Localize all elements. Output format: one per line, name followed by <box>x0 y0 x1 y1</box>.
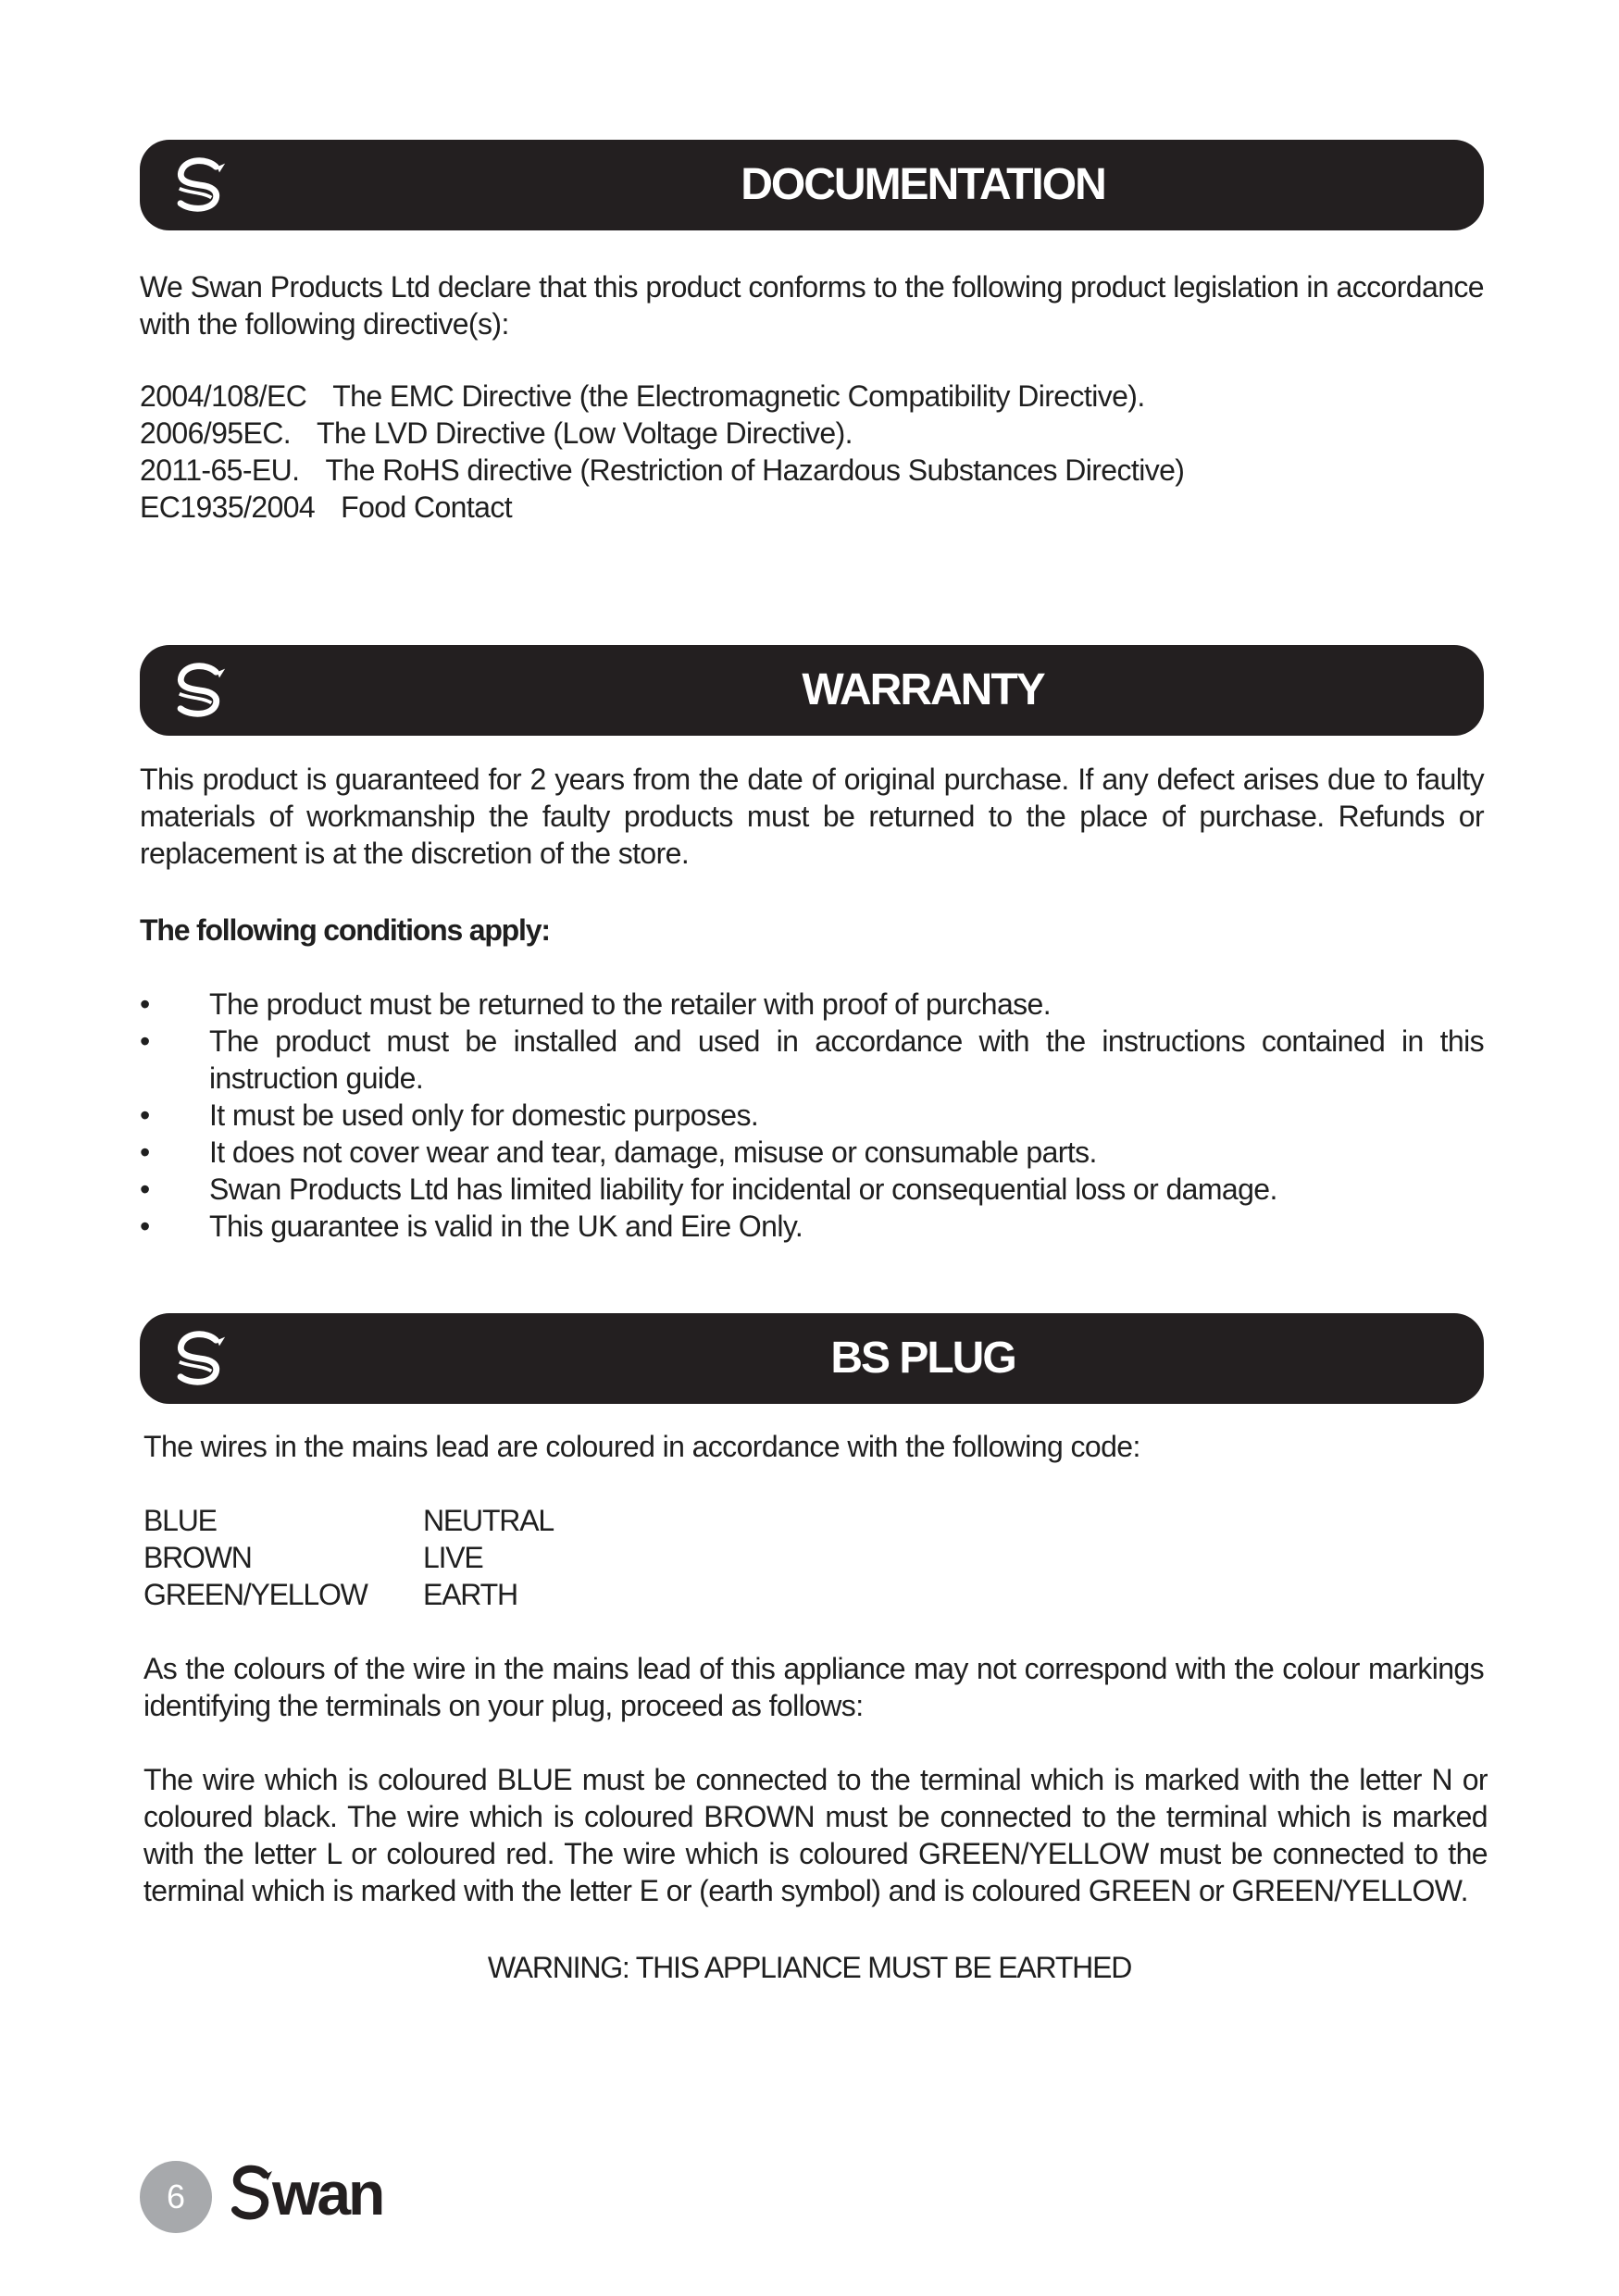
conditions-list <box>140 986 1484 1245</box>
directive-code: 2011-65-EU. <box>140 453 300 487</box>
page-number: 6 <box>140 2161 212 2233</box>
wire-role: EARTH <box>423 1578 517 1611</box>
swan-s-icon <box>230 2162 274 2225</box>
bullet-icon: • <box>140 1173 150 1206</box>
documentation-intro: We Swan Products Ltd declare that this product conforms to the following product legislation in accordance with the following directive(s): <box>140 270 1484 341</box>
directive-text: The RoHS directive (Restriction of Hazardous Substances Directive) <box>325 453 1185 487</box>
wire-colour: BROWN <box>143 1541 252 1574</box>
documentation-banner <box>140 140 1484 230</box>
bullet-icon: • <box>140 1210 150 1243</box>
list-item <box>140 1023 1484 1097</box>
wire-role: NEUTRAL <box>423 1504 554 1537</box>
earthing-warning: WARNING: THIS APPLIANCE MUST BE EARTHED <box>487 1951 1132 1984</box>
directive-code: 2006/95EC. <box>140 416 292 450</box>
condition-text: Swan Products Ltd has limited liability for incidental or consequential loss or damage. <box>209 1173 1277 1206</box>
bullet-icon: • <box>140 1098 150 1132</box>
conditions-heading: The following conditions apply: <box>140 913 550 947</box>
bullet-icon: • <box>140 987 150 1021</box>
brand-name: wan <box>272 2159 383 2228</box>
directive-list <box>140 378 1184 526</box>
directive-text: The LVD Directive (Low Voltage Directive). <box>317 416 853 450</box>
condition-text: The product must be returned to the retailer with proof of purchase. <box>209 987 1052 1021</box>
documentation-title: DOCUMENTATION <box>741 160 1105 209</box>
directive-code: EC1935/2004 <box>140 490 316 524</box>
directive-row <box>140 378 1184 415</box>
bullet-icon: • <box>140 1136 150 1169</box>
directive-code: 2004/108/EC <box>140 379 307 413</box>
list-item <box>140 1171 1484 1208</box>
bs-plug-banner <box>140 1313 1484 1404</box>
list-item <box>140 986 1484 1023</box>
directive-text: The EMC Directive (the Electromagnetic Compatibility Directive). <box>332 379 1145 413</box>
bs-plug-intro: The wires in the mains lead are coloured in accordance with the following code: <box>143 1430 1140 1463</box>
warranty-intro: This product is guaranteed for 2 years from the date of original purchase. If any defect arises due to faulty materials of workmanship the faulty products must be returned to the place of purchase. Refunds or replacement is at the discretion of the store. <box>140 763 1484 870</box>
list-item <box>140 1134 1484 1171</box>
directive-text: Food Contact <box>341 490 513 524</box>
table-row <box>143 1539 554 1576</box>
list-item <box>140 1208 1484 1245</box>
condition-text: The product must be installed and used in accordance with the instructions contained in this instruction guide. <box>209 1024 1484 1095</box>
warranty-title: WARRANTY <box>802 665 1044 714</box>
table-row <box>143 1576 554 1613</box>
condition-text: It does not cover wear and tear, damage, misuse or consumable parts. <box>209 1136 1097 1169</box>
directive-row <box>140 489 1184 526</box>
warranty-banner <box>140 645 1484 736</box>
bullet-icon: • <box>140 1024 150 1058</box>
wire-role: LIVE <box>423 1541 483 1574</box>
table-row <box>143 1502 554 1539</box>
brand-logo <box>230 2156 382 2230</box>
condition-text: This guarantee is valid in the UK and Eire Only. <box>209 1210 803 1243</box>
bs-plug-instructions: The wire which is coloured BLUE must be connected to the terminal which is marked with the letter N or coloured black. The wire which is coloured BROWN must be connected to the terminal which is marked with the letter L or coloured red. The wire which is coloured GREEN/YELLOW must be connected to the terminal which is marked with the letter E or (earth symbol) and is coloured GREEN or GREEN/YELLOW. <box>143 1763 1488 1907</box>
wire-code-table <box>143 1502 554 1613</box>
bs-plug-title: BS PLUG <box>830 1334 1015 1383</box>
bs-plug-note: As the colours of the wire in the mains lead of this appliance may not correspond with the colour markings identifying the terminals on your plug, proceed as follows: <box>143 1652 1484 1722</box>
wire-colour: BLUE <box>143 1504 217 1537</box>
directive-row <box>140 415 1184 452</box>
condition-text: It must be used only for domestic purposes. <box>209 1098 759 1132</box>
wire-colour: GREEN/YELLOW <box>143 1578 367 1611</box>
directive-row <box>140 452 1184 489</box>
list-item <box>140 1097 1484 1134</box>
